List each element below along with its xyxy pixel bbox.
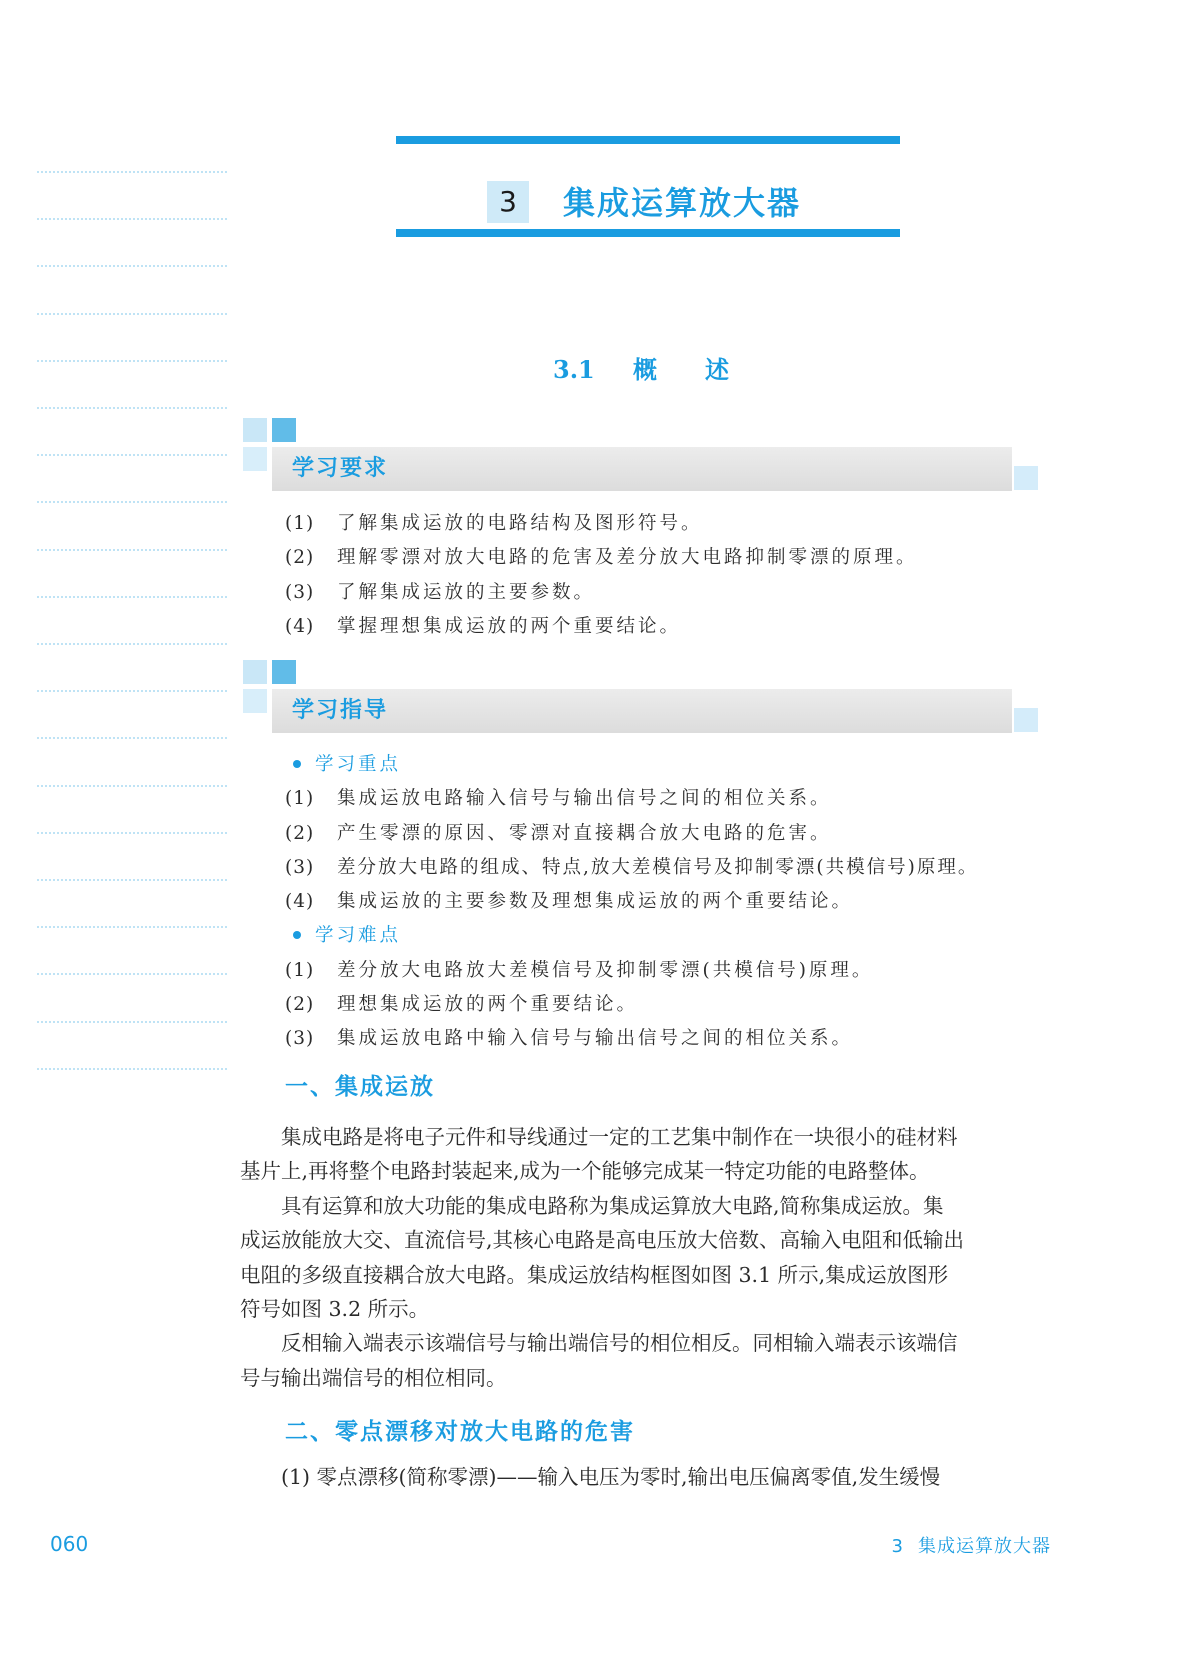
margin-rule (37, 973, 227, 975)
list-item (285, 885, 1085, 919)
section-number: 3.1 (553, 355, 595, 384)
item-text: 理解零漂对放大电路的危害及差分放大电路抑制零漂的原理。 (337, 547, 918, 569)
bullet-icon (293, 760, 301, 768)
decor-square (243, 418, 267, 442)
guidance-header-bar (272, 689, 1012, 733)
item-number: (1) (285, 513, 315, 534)
margin-rule (37, 501, 227, 503)
chapter-top-bar (396, 136, 900, 144)
requirements-list (285, 507, 1085, 644)
focus-label (285, 748, 1085, 782)
paragraph-line: (1) 零点漂移(简称零漂)——输入电压为零时,输出电压偏离零值,发生缓慢 (281, 1465, 941, 1489)
focus-label-text: 学习重点 (315, 754, 402, 775)
item-number: (3) (285, 581, 315, 603)
margin-rule (37, 737, 227, 739)
item-number: (3) (285, 1028, 315, 1050)
requirements-header: 学习要求 (292, 456, 389, 481)
requirements-header-block (243, 418, 1043, 508)
decor-square (272, 660, 296, 684)
decor-square (243, 660, 267, 684)
list-item (285, 782, 1085, 816)
chapter-number: 3 (487, 181, 529, 223)
item-text: 集成运放的主要参数及理想集成运放的两个重要结论。 (337, 891, 854, 913)
margin-rule (37, 407, 227, 409)
bullet-icon (293, 931, 301, 939)
margin-rules (37, 0, 227, 1100)
item-text: 集成运放电路中输入信号与输出信号之间的相位关系。 (337, 1028, 854, 1050)
difficulty-label (285, 919, 1085, 953)
margin-rule (37, 265, 227, 267)
margin-rule (37, 926, 227, 928)
margin-rule (37, 596, 227, 598)
part2-heading: 二、零点漂移对放大电路的危害 (285, 1419, 635, 1445)
margin-rule (37, 360, 227, 362)
list-item (285, 851, 1085, 885)
part2-body (240, 1460, 1060, 1494)
item-text: 了解集成运放的电路结构及图形符号。 (337, 513, 703, 534)
margin-rule (37, 218, 227, 220)
margin-rule (37, 549, 227, 551)
margin-rule (37, 454, 227, 456)
list-item (285, 576, 1085, 610)
decor-square (1014, 708, 1038, 732)
margin-rule (37, 1021, 227, 1023)
list-item (285, 610, 1085, 644)
paragraph-line: 号与输出端信号的相位相同。 (240, 1365, 507, 1390)
item-text: 差分放大电路的组成、特点,放大差模信号及抑制零漂(共模信号)原理。 (337, 856, 979, 878)
item-text: 掌握理想集成运放的两个重要结论。 (337, 615, 682, 637)
item-text: 了解集成运放的主要参数。 (337, 581, 596, 603)
section-name: 概述 (633, 355, 777, 384)
difficulty-label-text: 学习难点 (315, 925, 402, 947)
footer-chapter-title: 集成运算放大器 (918, 1536, 1051, 1557)
list-item (285, 541, 1085, 575)
paragraph-line: 集成电路是将电子元件和导线通过一定的工艺集中制作在一块很小的硅材料 (281, 1125, 958, 1149)
item-number: (4) (285, 615, 315, 637)
chapter-title: 集成运算放大器 (563, 184, 802, 222)
item-text: 产生零漂的原因、零漂对直接耦合放大电路的危害。 (337, 822, 832, 844)
decor-square (272, 418, 296, 442)
guidance-list (285, 748, 1085, 1057)
margin-rule (37, 832, 227, 834)
item-text: 理想集成运放的两个重要结论。 (337, 994, 639, 1016)
margin-rule (37, 1068, 227, 1070)
list-item (285, 954, 1085, 988)
margin-rule (37, 690, 227, 692)
margin-rule (37, 879, 227, 881)
margin-rule (37, 313, 227, 315)
paragraph-line: 成运放能放大交、直流信号,其核心电路是高电压放大倍数、高输入电阻和低输出 (240, 1228, 965, 1253)
item-number: (1) (285, 959, 315, 981)
section-title (553, 350, 777, 390)
requirements-header-bar (272, 447, 1012, 491)
item-number: (2) (285, 994, 315, 1016)
item-number: (2) (285, 547, 315, 569)
item-number: (3) (285, 856, 315, 878)
decor-square (243, 689, 267, 713)
list-item (285, 1022, 1085, 1056)
paragraph-line: 电阻的多级直接耦合放大电路。集成运放结构框图如图 3.1 所示,集成运放图形 (240, 1262, 949, 1287)
item-number: (1) (285, 788, 315, 810)
paragraph-line: 基片上,再将整个电路封装起来,成为一个能够完成某一特定功能的电路整体。 (240, 1159, 930, 1184)
footer-chapter-number: 3 (891, 1536, 904, 1557)
part1-heading: 一、集成运放 (285, 1074, 435, 1100)
paragraph-line: 符号如图 3.2 所示。 (240, 1297, 430, 1322)
margin-rule (37, 643, 227, 645)
paragraph-line: 反相输入端表示该端信号与输出端信号的相位相反。同相输入端表示该端信 (281, 1331, 958, 1356)
item-text: 集成运放电路输入信号与输出信号之间的相位关系。 (337, 788, 832, 810)
chapter-bottom-bar (396, 229, 900, 237)
decor-square (243, 447, 267, 471)
part1-body (240, 1120, 1060, 1395)
decor-square (1014, 466, 1038, 490)
paragraph-line: 具有运算和放大功能的集成电路称为集成运算放大电路,简称集成运放。集 (281, 1193, 944, 1218)
guidance-header: 学习指导 (292, 698, 389, 723)
running-footer (892, 1532, 1051, 1558)
list-item (285, 507, 1085, 541)
page-number: 060 (50, 1532, 89, 1556)
margin-rule (37, 785, 227, 787)
item-text: 差分放大电路放大差模信号及抑制零漂(共模信号)原理。 (337, 959, 874, 981)
margin-rule (37, 171, 227, 173)
item-number: (2) (285, 822, 315, 844)
list-item (285, 817, 1085, 851)
item-number: (4) (285, 891, 315, 913)
guidance-header-block (243, 660, 1043, 750)
list-item (285, 988, 1085, 1022)
